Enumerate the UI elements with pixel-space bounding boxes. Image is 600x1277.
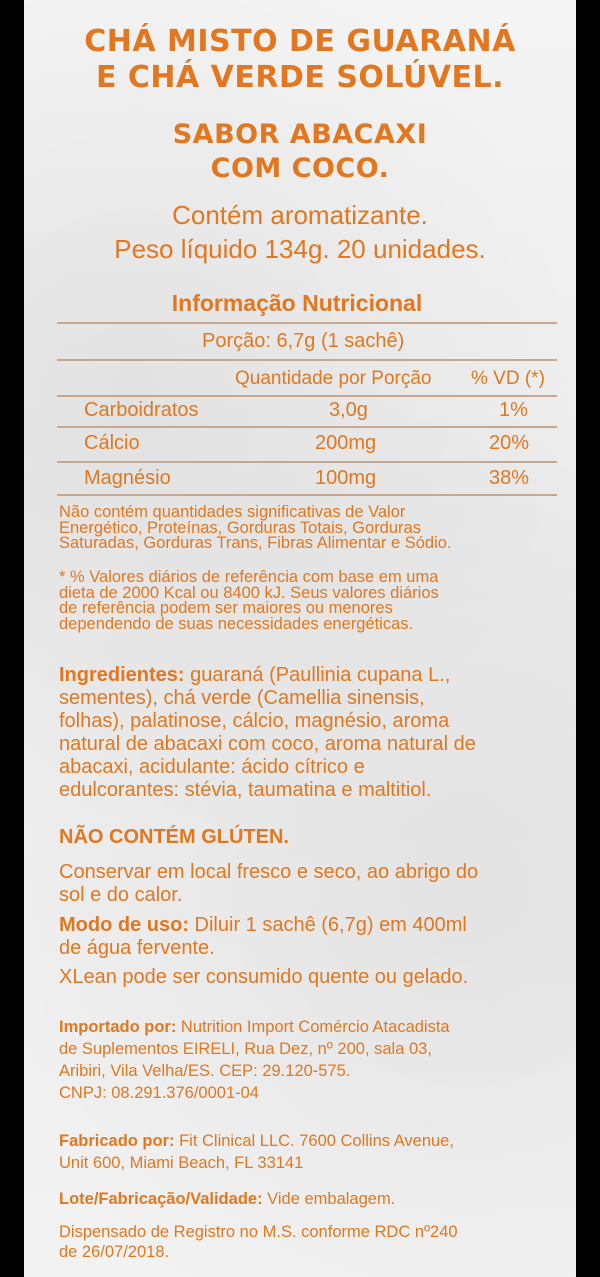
note-line: dieta de 2000 Kcal ou 8400 kJ. Seus valores diários bbox=[59, 583, 439, 602]
nutrient-name: Magnésio bbox=[84, 467, 171, 489]
contains-flavoring: Contém aromatizante. bbox=[172, 200, 428, 230]
ingredients-line: edulcorantes: stévia, taumatina e maltitiol. bbox=[59, 779, 432, 801]
importer-line: Aribiri, Vila Velha/ES. CEP: 29.120-575. bbox=[59, 1062, 351, 1080]
usage-label: Modo de uso: bbox=[59, 914, 189, 936]
usage-line: de água fervente. bbox=[59, 937, 215, 959]
note-line: Não contém quantidades significativas de Valor bbox=[59, 503, 406, 521]
ingredients bbox=[59, 664, 559, 802]
table-divider bbox=[57, 461, 557, 463]
table-divider bbox=[57, 395, 557, 397]
registration-info bbox=[59, 1222, 559, 1262]
flavor-line-2: COM COCO. bbox=[210, 153, 390, 184]
product-title bbox=[24, 24, 576, 96]
nutrient-quantity: 3,0g bbox=[329, 399, 368, 421]
note-line: de referência podem ser maiores ou menores bbox=[59, 599, 393, 617]
manufacturer-line: Fit Clinical LLC. 7600 Collins Avenue, bbox=[174, 1132, 454, 1150]
nutrition-note bbox=[59, 505, 559, 552]
ingredients-line: folhas), palatinose, cálcio, magnésio, aroma bbox=[59, 710, 450, 732]
ingredients-line: guaraná (Paullinia cupana L., bbox=[184, 664, 451, 686]
portion-size: Porção: 6,7g (1 sachê) bbox=[202, 330, 405, 352]
manufacturer-line: Unit 600, Miami Beach, FL 33141 bbox=[59, 1154, 304, 1172]
batch-text: Vide embalagem. bbox=[262, 1190, 396, 1208]
title-line-1: CHÁ MISTO DE GUARANÁ bbox=[84, 24, 516, 59]
nutrition-title: Informação Nutricional bbox=[171, 290, 423, 316]
net-weight: Peso líquido 134g. 20 unidades. bbox=[114, 234, 486, 264]
note-line: * % Valores diários de referência com base em uma bbox=[59, 568, 439, 586]
product-label bbox=[24, 0, 576, 1277]
storage-line: sol e do calor. bbox=[59, 884, 183, 906]
importer-info bbox=[59, 1016, 559, 1104]
storage-instructions bbox=[59, 861, 559, 907]
ingredients-line: sementes), chá verde (Camellia sinensis, bbox=[59, 687, 425, 709]
importer-line: Nutrition Import Comércio Atacadista bbox=[176, 1018, 450, 1036]
note-line: Energético, Proteínas, Gorduras Totais, Gorduras bbox=[59, 518, 421, 537]
nutrient-name: Cálcio bbox=[84, 432, 140, 454]
column-quantity: Quantidade por Porção bbox=[235, 368, 432, 389]
manufacturer-info bbox=[59, 1130, 559, 1174]
table-divider bbox=[57, 426, 557, 428]
batch-label: Lote/Fabricação/Validade: bbox=[59, 1190, 263, 1208]
usage-line: Diluir 1 sachê (6,7g) em 400ml bbox=[188, 914, 467, 936]
nutrient-quantity: 100mg bbox=[315, 467, 377, 489]
registration-line: Dispensado de Registro no M.S. conforme RDC nº240 bbox=[59, 1223, 458, 1241]
ingredients-line: natural de abacaxi com coco, aroma natural de bbox=[59, 733, 476, 755]
column-vd: % VD (*) bbox=[471, 368, 545, 389]
title-line-2: E CHÁ VERDE SOLÚVEL. bbox=[95, 60, 505, 95]
importer-label: Importado por: bbox=[59, 1018, 177, 1036]
nutrient-quantity: 200mg bbox=[315, 432, 377, 454]
flavor-line-1: SABOR ABACAXI bbox=[172, 119, 428, 150]
note-line: dependendo de suas necessidades energéticas. bbox=[59, 614, 414, 633]
nutrient-vd: 20% bbox=[489, 432, 530, 454]
batch-info bbox=[59, 1188, 559, 1210]
nutrient-vd: 38% bbox=[489, 467, 530, 489]
table-divider bbox=[57, 359, 557, 361]
serving-note: XLean pode ser consumido quente ou gelado. bbox=[59, 966, 469, 988]
table-divider bbox=[57, 322, 557, 324]
storage-line: Conservar em local fresco e seco, ao abrigo do bbox=[59, 861, 479, 883]
manufacturer-label: Fabricado por: bbox=[59, 1132, 175, 1150]
importer-line: de Suplementos EIRELI, Rua Dez, nº 200, sala 03, bbox=[59, 1040, 432, 1058]
importer-line: CNPJ: 08.291.376/0001-04 bbox=[59, 1084, 259, 1102]
nutrient-name: Carboidratos bbox=[84, 399, 199, 421]
note-line: Saturadas, Gorduras Trans, Fibras Alimentar e Sódio. bbox=[59, 534, 452, 552]
registration-line: de 26/07/2018. bbox=[59, 1243, 170, 1261]
table-divider bbox=[57, 494, 557, 496]
ingredients-label: Ingredientes: bbox=[59, 664, 185, 686]
ingredients-line: abacaxi, acidulante: ácido cítrico e bbox=[59, 756, 365, 778]
gluten-warning: NÃO CONTÉM GLÚTEN. bbox=[59, 826, 289, 848]
flavor-title bbox=[24, 118, 576, 186]
daily-value-note bbox=[59, 570, 559, 632]
usage-instructions bbox=[59, 914, 559, 960]
nutrient-vd: 1% bbox=[499, 399, 528, 421]
